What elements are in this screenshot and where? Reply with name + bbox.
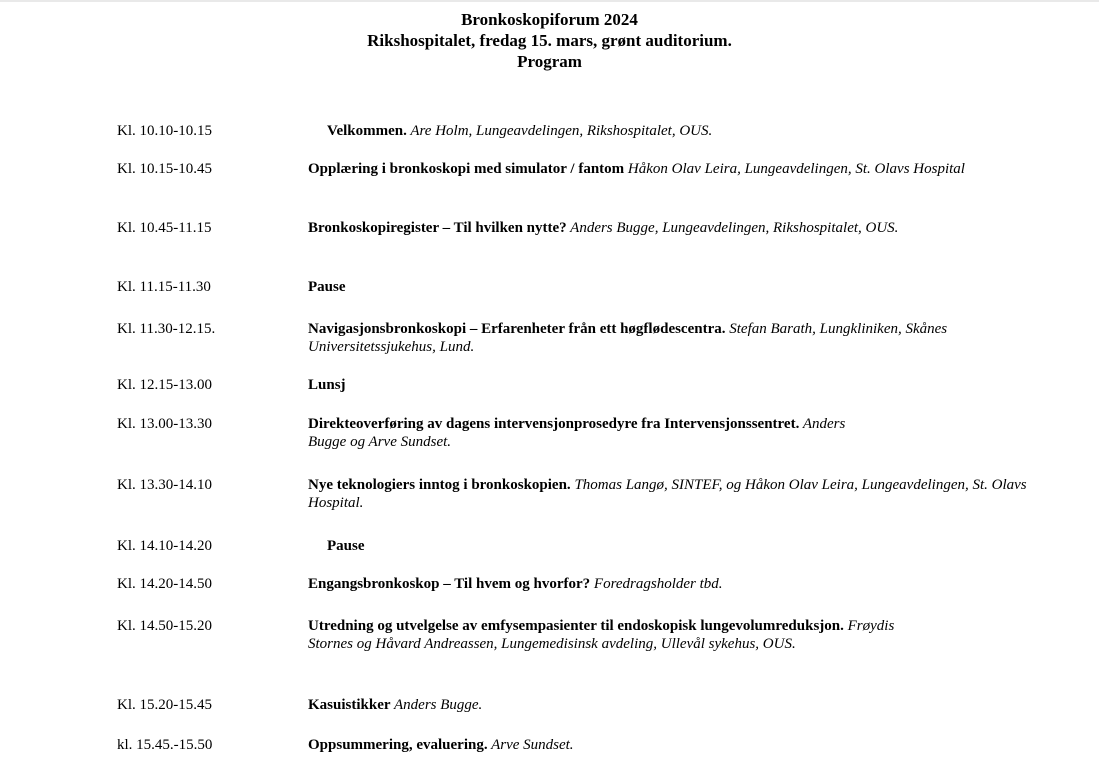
session-speaker: Anders Bugge. <box>390 697 483 713</box>
session-time: Kl. 10.15-10.45 <box>117 161 212 177</box>
session-description <box>308 575 1078 593</box>
session-description <box>308 476 1068 512</box>
session-time: Kl. 10.45-11.15 <box>117 220 212 236</box>
session-time: Kl. 15.20-15.45 <box>117 697 212 713</box>
session-title: Engangsbronkoskop – Til hvem og hvorfor? <box>308 576 591 592</box>
session-speaker: Stefan Barath, Lungkliniken, Skånes Universitetssjukehus, Lund. <box>308 321 948 355</box>
session-description <box>308 736 1078 754</box>
session-speaker: Arve Sundset. <box>487 737 574 753</box>
session-description <box>308 696 1078 714</box>
session-description <box>308 278 1078 296</box>
session-title: Utredning og utvelgelse av emfysempasienter til endoskopisk lungevolumreduksjon. <box>308 618 844 634</box>
event-location-date: Rikshospitalet, fredag 15. mars, grønt auditorium. <box>367 31 732 50</box>
session-speaker: Foredragsholder tbd. <box>590 576 723 592</box>
session-speaker: Frøydis Stornes og Håvard Andreassen, Lungemedisinsk avdeling, Ullevål sykehus, OUS. <box>308 618 895 652</box>
session-title: Pause <box>327 538 365 554</box>
session-description <box>308 320 1038 356</box>
session-time: Kl. 11.30-12.15. <box>117 321 216 337</box>
session-time: kl. 15.45.-15.50 <box>117 737 213 753</box>
session-title: Kasuistikker <box>308 697 391 713</box>
session-title: Pause <box>308 279 346 295</box>
session-description <box>308 415 883 451</box>
session-time: Kl. 10.10-10.15 <box>117 123 212 139</box>
session-time: Kl. 14.50-15.20 <box>117 618 212 634</box>
session-title: Navigasjonsbronkoskopi – Erfarenheter från ett høgflødescentra. <box>308 321 726 337</box>
session-time: Kl. 14.20-14.50 <box>117 576 212 592</box>
program-heading: Program <box>517 52 582 71</box>
session-time: Kl. 13.30-14.10 <box>117 477 212 493</box>
session-time: Kl. 13.00-13.30 <box>117 416 212 432</box>
session-title: Nye teknologiers inntog i bronkoskopien. <box>308 477 571 493</box>
session-title: Oppsummering, evaluering. <box>308 737 488 753</box>
session-time: Kl. 11.15-11.30 <box>117 279 211 295</box>
session-description <box>308 160 968 178</box>
session-description <box>308 219 1043 237</box>
session-description <box>327 537 1097 555</box>
session-title: Velkommen. <box>327 123 407 139</box>
session-title: Direkteoverføring av dagens intervensjonprosedyre fra Intervensjonssentret. <box>308 416 800 432</box>
session-speaker: Anders Bugge, Lungeavdelingen, Rikshospitalet, OUS. <box>566 220 899 236</box>
session-speaker: Thomas Langø, SINTEF, og Håkon Olav Leira, Lungeavdelingen, St. Olavs Hospital. <box>308 477 1027 511</box>
session-speaker: Anders Bugge og Arve Sundset. <box>308 416 846 450</box>
session-description <box>308 617 933 653</box>
session-time: Kl. 12.15-13.00 <box>117 377 212 393</box>
session-title: Opplæring i bronkoskopi med simulator / fantom <box>308 161 625 177</box>
session-speaker: Are Holm, Lungeavdelingen, Rikshospitalet, OUS. <box>406 123 713 139</box>
event-title: Bronkoskopiforum 2024 <box>461 10 638 29</box>
session-time: Kl. 14.10-14.20 <box>117 538 212 554</box>
session-speaker: Håkon Olav Leira, Lungeavdelingen, St. Olavs Hospital <box>624 161 965 177</box>
session-description <box>308 376 1078 394</box>
session-title: Lunsj <box>308 377 346 393</box>
session-title: Bronkoskopiregister – Til hvilken nytte? <box>308 220 567 236</box>
session-description <box>327 122 1097 140</box>
